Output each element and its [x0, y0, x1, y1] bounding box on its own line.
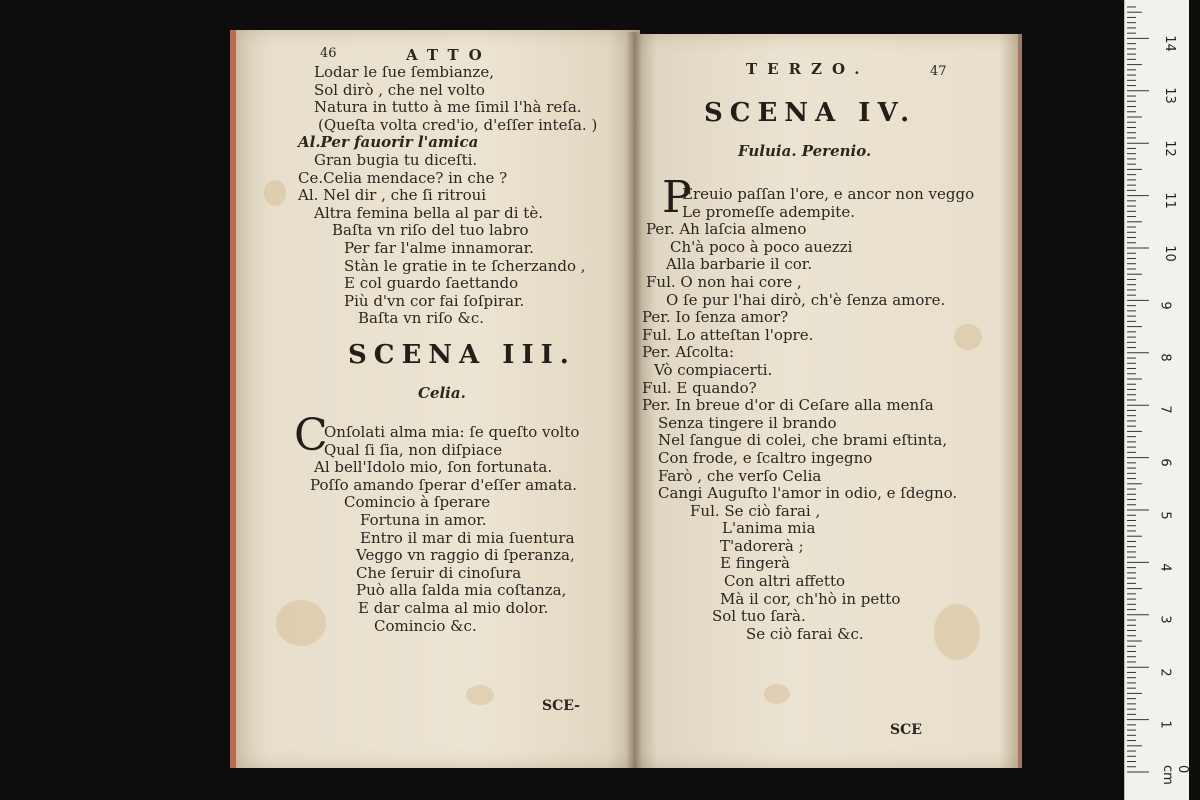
- text-line: Al.Per fauorir l'amica: [298, 133, 479, 152]
- text-line: Sol tuo ſarà.: [712, 607, 806, 626]
- scene-title-right: SCENA IV.: [704, 98, 917, 128]
- text-line: Cangi Auguſto l'amor in odio, e ſdegno.: [658, 484, 958, 503]
- ruler-label: 6: [1157, 458, 1173, 467]
- text-line: Per. Ah laſcia almeno: [646, 220, 807, 239]
- text-line: T'adorerà ;: [720, 536, 804, 555]
- catchword-right: SCE: [890, 722, 922, 738]
- book-gutter: [626, 32, 642, 768]
- ruler-label: 2: [1157, 668, 1173, 677]
- text-line: Al bell'Idolo mio, ſon fortunata.: [314, 458, 553, 477]
- text-line: Natura in tutto à me ſimil l'hà reſa.: [314, 98, 582, 117]
- measuring-ruler: [1124, 0, 1189, 800]
- text-line: E fingerà: [720, 554, 790, 573]
- text-line: Senza tingere il brando: [658, 413, 837, 432]
- text-line: Onſolati alma mia: ſe queſto volto: [324, 423, 580, 441]
- text-line: Ce.Celia mendace? in che ?: [298, 168, 508, 187]
- left-page: [230, 30, 640, 768]
- foxing-stain: [276, 600, 326, 646]
- scene-cast-left: Celia.: [418, 384, 466, 402]
- scene-title-left: SCENA III.: [348, 340, 576, 370]
- text-line: Gran bugia tu diceſti.: [314, 150, 478, 169]
- text-line: Baſta vn riſo del tuo labro: [332, 221, 529, 240]
- text-line: Ch'à poco à poco auezzi: [670, 237, 853, 256]
- text-line: Fortuna in amor.: [360, 510, 487, 529]
- ruler-label: 3: [1157, 615, 1173, 624]
- text-line: Ful. O non hai core ,: [646, 272, 802, 291]
- text-line: Baſta vn riſo &c.: [358, 309, 484, 328]
- text-line: Per far l'alme innamorar.: [344, 238, 534, 257]
- ruler-label: 5: [1157, 511, 1173, 520]
- text-line: Può alla ſalda mia coſtanza,: [356, 581, 567, 600]
- running-head-right: TERZO.: [746, 60, 870, 78]
- text-line: Veggo vn raggio di ſperanza,: [356, 546, 575, 565]
- text-line: Comincio à ſperare: [344, 493, 491, 512]
- catchword-left: SCE-: [542, 698, 580, 714]
- text-line: Entro il mar di mia ſuentura: [360, 528, 575, 547]
- drop-cap-right: P: [662, 172, 692, 223]
- text-line: Altra femina bella al par di tè.: [314, 203, 543, 222]
- text-line: Sol dirò , che nel volto: [314, 80, 485, 99]
- ruler-label: 0 cm: [1160, 765, 1190, 785]
- foxing-stain: [264, 180, 286, 206]
- foxing-stain: [466, 685, 494, 705]
- text-line: Ful. Se ciò farai ,: [690, 501, 821, 520]
- text-line: Stàn le gratie in te ſcherzando ,: [344, 256, 586, 275]
- ruler-label: 12: [1161, 140, 1177, 157]
- text-line: E col guardo ſaettando: [344, 274, 519, 293]
- text-line: Con altri affetto: [724, 572, 846, 591]
- text-line: Al. Nel dir , che ſi ritroui: [298, 186, 487, 205]
- text-line: Ful. Lo atteſtan l'opre.: [642, 325, 814, 344]
- text-line: Più d'vn cor fai ſoſpirar.: [344, 291, 525, 310]
- text-line: Le promeſſe adempite.: [682, 202, 855, 221]
- text-line: E dar calma al mio dolor.: [358, 598, 549, 617]
- text-line: Vò compiacerti.: [654, 360, 773, 379]
- running-head-left: ATTO: [406, 46, 492, 64]
- text-line: Alla barbarie il cor.: [666, 255, 813, 274]
- open-book: [230, 26, 1030, 771]
- text-line: Nel ſangue di colei, che brami eſtinta,: [658, 431, 948, 450]
- text-line: O ſe pur l'hai dirò, ch'è ſenza amore.: [666, 290, 946, 309]
- text-line: L'anima mia: [722, 519, 816, 538]
- drop-cap-left: C: [294, 410, 328, 461]
- ruler-ticks: [1125, 0, 1189, 800]
- text-line: Per. In breue d'or di Ceſare alla menſa: [642, 396, 934, 415]
- text-block-top: [298, 63, 598, 328]
- text-line: Mà il cor, ch'hò in petto: [720, 589, 901, 608]
- text-line: Qual ſi ſia, non diſpiace: [324, 440, 503, 459]
- text-line: Lodar le ſue ſembianze,: [314, 63, 494, 81]
- ruler-label: 4: [1157, 563, 1173, 572]
- text-line: Per. Aſcolta:: [642, 343, 734, 362]
- text-line: Che ſeruir di cinoſura: [356, 563, 522, 582]
- ruler-label: 14: [1161, 35, 1177, 52]
- ruler-label: 13: [1161, 87, 1177, 104]
- text-line: Comincio &c.: [374, 616, 477, 635]
- page-number-right: 47: [930, 64, 947, 79]
- text-line: Per. Io ſenza amor?: [642, 308, 789, 327]
- ruler-label: 7: [1157, 405, 1173, 414]
- ruler-label: 10: [1161, 245, 1177, 262]
- right-page: [634, 34, 1022, 768]
- text-block-right: [642, 185, 975, 643]
- text-block-bottom: [310, 423, 580, 635]
- text-line: Ereuio paſſan l'ore, e ancor non veggo: [682, 185, 975, 203]
- ruler-label: 1: [1157, 720, 1173, 729]
- scene-cast-right: Fuluia. Perenio.: [738, 142, 872, 160]
- page-number-left: 46: [320, 46, 337, 61]
- text-line: Ful. E quando?: [642, 378, 757, 397]
- text-line: Se ciò farai &c.: [746, 624, 864, 643]
- foxing-stain: [764, 684, 790, 704]
- ruler-label: 11: [1161, 192, 1177, 209]
- text-line: Poſſo amando ſperar d'eſſer amata.: [310, 475, 578, 494]
- text-line: Con frode, e ſcaltro ingegno: [658, 448, 873, 467]
- text-line: Farò , che verſo Celia: [658, 466, 822, 485]
- text-line: (Queſta volta cred'io, d'eſſer inteſa. ): [318, 115, 598, 134]
- ruler-label: 8: [1157, 353, 1173, 362]
- ruler-label: 9: [1157, 301, 1173, 310]
